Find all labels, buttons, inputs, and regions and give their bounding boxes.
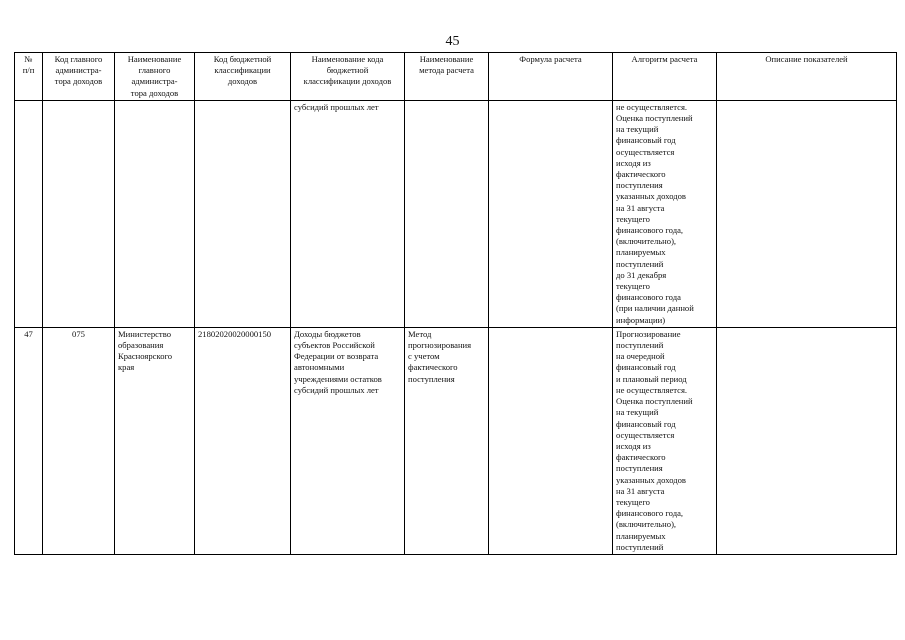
text-line: поступления: [408, 373, 455, 384]
text-line: автономными: [294, 362, 345, 373]
text-line: с учетом: [408, 351, 440, 362]
header-cell-bk-name: [291, 53, 405, 101]
text-line: прогнозирования: [408, 340, 472, 351]
cell-number: 47: [15, 327, 43, 554]
cell-method: [405, 327, 489, 554]
text-line: не осуществляется.: [616, 384, 688, 395]
text-line: поступления: [616, 180, 663, 191]
text-line: финансовый год: [616, 418, 676, 429]
text-line: Федерации от возврата: [294, 351, 379, 362]
header-cell-admin-name: [115, 53, 195, 101]
cell-number: [15, 100, 43, 327]
text-line: метода расчета: [419, 65, 474, 76]
page-number: 45: [445, 34, 460, 49]
cell-method: [405, 100, 489, 327]
text-line: №: [24, 54, 33, 64]
cell-admin-name: [115, 327, 195, 554]
text-line: субъектов Российской: [294, 340, 375, 351]
text-line: субсидий прошлых лет: [294, 384, 379, 395]
text-line: финансовый год: [616, 362, 676, 373]
text-line: доходов: [227, 76, 258, 87]
cell-algorithm: [613, 327, 717, 554]
text-line: классификации доходов: [303, 76, 392, 87]
header-cell-bk-code: [195, 53, 291, 101]
text-line: субсидий прошлых лет: [294, 101, 379, 112]
cell-formula: [489, 327, 613, 554]
text-line: края: [118, 362, 135, 373]
text-line: указанных доходов: [616, 191, 686, 202]
text-line: администра-: [55, 65, 102, 76]
text-line: главного: [138, 65, 171, 76]
text-line: указанных доходов: [616, 474, 686, 485]
text-line: исходя из: [616, 157, 651, 168]
text-line: на 31 августа: [616, 485, 665, 496]
text-line: текущего: [616, 213, 650, 224]
cell-algorithm: [613, 100, 717, 327]
header-row: [15, 53, 897, 101]
table-row: [15, 327, 897, 554]
text-line: на текущий: [616, 407, 659, 418]
text-line: (при наличии данной: [616, 303, 694, 314]
text-line: (включительно),: [616, 236, 677, 247]
text-line: (включительно),: [616, 519, 677, 530]
text-line: Описание показателей: [765, 54, 848, 64]
cell-bk-name: [291, 327, 405, 554]
cell-formula: [489, 100, 613, 327]
cell-bk-name: [291, 100, 405, 327]
text-line: фактического: [616, 452, 666, 463]
text-line: Оценка поступлений: [616, 396, 693, 407]
text-line: Метод: [408, 328, 432, 339]
text-line: осуществляется: [616, 429, 675, 440]
text-line: Красноярского: [118, 351, 173, 362]
cell-bk-code: 21802020020000150: [195, 327, 291, 554]
text-line: Код главного: [54, 54, 103, 64]
cell-admin-name: [115, 100, 195, 327]
text-line: осуществляется: [616, 146, 675, 157]
header-cell-method: [405, 53, 489, 101]
cell-description: [717, 100, 897, 327]
cell-bk-code: [195, 100, 291, 327]
text-line: поступления: [616, 463, 663, 474]
text-line: Формула расчета: [519, 54, 582, 64]
text-line: на очередной: [616, 351, 665, 362]
text-line: на текущий: [616, 124, 659, 135]
text-line: Наименование кода: [311, 54, 384, 64]
text-line: Доходы бюджетов: [294, 328, 361, 339]
text-line: текущего: [616, 281, 650, 292]
text-line: Прогнозирование: [616, 328, 681, 339]
text-line: финансового года: [616, 292, 681, 303]
text-line: исходя из: [616, 440, 651, 451]
text-line: Наименование: [127, 54, 182, 64]
text-line: учреждениями остатков: [294, 373, 382, 384]
text-line: финансовый год: [616, 135, 676, 146]
text-line: финансового года,: [616, 225, 684, 236]
text-line: планируемых: [616, 247, 666, 258]
text-line: Оценка поступлений: [616, 113, 693, 124]
text-line: Наименование: [419, 54, 474, 64]
text-line: Код бюджетной: [213, 54, 272, 64]
text-line: администра-: [131, 76, 178, 87]
header-cell-admin-code: [43, 53, 115, 101]
text-line: бюджетной: [326, 65, 369, 76]
text-line: до 31 декабря: [616, 269, 667, 280]
text-line: фактического: [616, 169, 666, 180]
text-line: фактического: [408, 362, 458, 373]
text-line: классификации: [214, 65, 271, 76]
text-line: текущего: [616, 496, 650, 507]
revenue-forecast-table: [14, 52, 897, 555]
text-line: Алгоритм расчета: [631, 54, 698, 64]
text-line: на 31 августа: [616, 202, 665, 213]
text-line: образования: [118, 340, 164, 351]
text-line: тора доходов: [130, 87, 179, 98]
cell-admin-code: 075: [43, 327, 115, 554]
text-line: не осуществляется.: [616, 101, 688, 112]
text-line: п/п: [22, 65, 35, 76]
text-line: планируемых: [616, 530, 666, 541]
text-line: Министерство: [118, 328, 171, 339]
text-line: поступлений: [616, 541, 664, 552]
header-cell-formula: [489, 53, 613, 101]
header-cell-description: [717, 53, 897, 101]
cell-admin-code: [43, 100, 115, 327]
text-line: тора доходов: [54, 76, 103, 87]
cell-description: [717, 327, 897, 554]
text-line: финансового года,: [616, 508, 684, 519]
text-line: информации): [616, 314, 666, 325]
header-cell-number: [15, 53, 43, 101]
table-row: [15, 100, 897, 327]
header-cell-algorithm: [613, 53, 717, 101]
text-line: поступлений: [616, 258, 664, 269]
text-line: поступлений: [616, 340, 664, 351]
text-line: и плановый период: [616, 373, 687, 384]
